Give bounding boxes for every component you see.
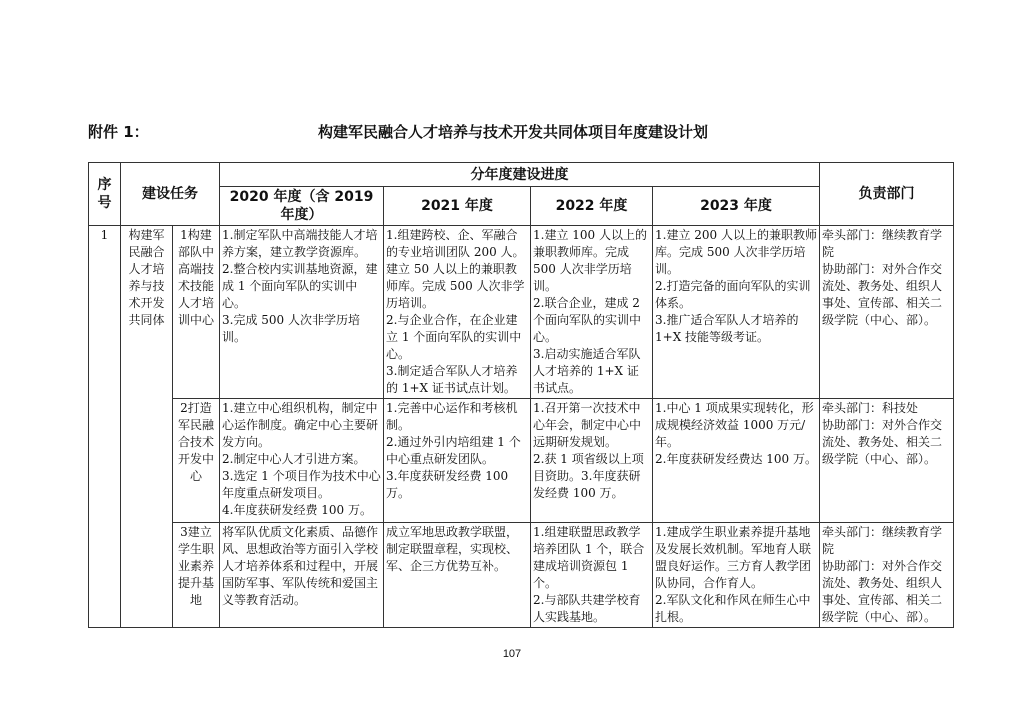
sub-task: 2打造军民融合技术开发中心: [173, 399, 220, 523]
header-2021: 2021 年度: [384, 187, 531, 226]
cell-2023: 1.中心 1 项成果实现转化，形成规模经济效益 1000 万元/年。 2.年度获研发经费达 100 万。: [653, 399, 820, 523]
cell-2020: 1.制定军队中高端技能人才培养方案，建立教学资源库。 2.整合校内实训基地资源，建成 1 个面向军队的实训中心。 3.完成 500 人次非学历培训。: [220, 226, 384, 399]
cell-2022: 1.召开第一次技术中心年会，制定中心中远期研发规划。 2.获 1 项省级以上项目资助。3.年度获研发经费 100 万。: [531, 399, 653, 523]
header-2020: 2020 年度（含 2019 年度）: [220, 187, 384, 226]
cell-2022: 1.建立 100 人以上的兼职教师库。完成 500 人次非学历培训。 2.联合企业，建成 2 个面向军队的实训中心。 3.启动实施适合军队人才培养的 1+X 证书试点。: [531, 226, 653, 399]
attachment-label: 附件 1：: [88, 123, 149, 141]
row-index: 1: [89, 226, 121, 628]
plan-table: [88, 162, 954, 628]
header-dept: 负责部门: [820, 163, 954, 226]
sub-task: 1构建部队中高端技术技能人才培训中心: [173, 226, 220, 399]
cell-2023: 1.建成学生职业素养提升基地及发展长效机制。军地育人联盟良好运作。三方育人教学团队协同，合作育人。 2.军队文化和作风在师生心中扎根。: [653, 523, 820, 628]
header-index: 序号: [89, 163, 121, 226]
cell-dept: 牵头部门：继续教育学院 协助部门：对外合作交流处、教务处、组织人事处、宣传部、相关二级学院（中心、部）。: [820, 226, 954, 399]
cell-2020: 1.建立中心组织机构，制定中心运作制度。确定中心主要研发方向。 2.制定中心人才引进方案。 3.选定 1 个项目作为技术中心年度重点研发项目。 4.年度获研发经费 100 万。: [220, 399, 384, 523]
cell-2022: 1.组建联盟思政教学培养团队 1 个，联合建成培训资源包 1 个。 2.与部队共建学校育人实践基地。: [531, 523, 653, 628]
header-progress: 分年度建设进度: [220, 163, 820, 187]
cell-2021: 1.完善中心运作和考核机制。 2.通过外引内培组建 1 个中心重点研发团队。 3.年度获研发经费 100 万。: [384, 399, 531, 523]
table-row: [89, 523, 954, 628]
header-2023: 2023 年度: [653, 187, 820, 226]
cell-2021: 成立军地思政教学联盟，制定联盟章程，实现校、军、企三方优势互补。: [384, 523, 531, 628]
cell-2020: 将军队优质文化素质、品德作风、思想政治等方面引入学校人才培养体系和过程中，开展国防军事、军队传统和爱国主义等教育活动。: [220, 523, 384, 628]
cell-2023: 1.建立 200 人以上的兼职教师库。完成 500 人次非学历培训。 2.打造完备的面向军队的实训体系。 3.推广适合军队人才培养的 1+X 技能等级考证。: [653, 226, 820, 399]
document-title: 构建军民融合人才培养与技术开发共同体项目年度建设计划: [318, 123, 709, 141]
sub-task: 3建立学生职业素养提升基地: [173, 523, 220, 628]
cell-2021: 1.组建跨校、企、军融合的专业培训团队 200 人。建立 50 人以上的兼职教师库。完成 500 人次非学历培训。 2.与企业合作，在企业建立 1 个面向军队的实训中心。 3.制定适合军队人才培养的 1+X 证书试点计划。: [384, 226, 531, 399]
cell-dept: 牵头部门：科技处 协助部门：对外合作交流处、教务处、相关二级学院（中心、部）。: [820, 399, 954, 523]
header-task: 建设任务: [121, 163, 220, 226]
header-2022: 2022 年度: [531, 187, 653, 226]
page-number: 107: [502, 648, 522, 660]
cell-dept: 牵头部门：继续教育学院 协助部门：对外合作交流处、教务处、组织人事处、宣传部、相关二级学院（中心、部）。: [820, 523, 954, 628]
table-row: [89, 399, 954, 523]
main-task: 构建军民融合人才培养与技术开发共同体: [121, 226, 173, 628]
table-row: [89, 226, 954, 399]
